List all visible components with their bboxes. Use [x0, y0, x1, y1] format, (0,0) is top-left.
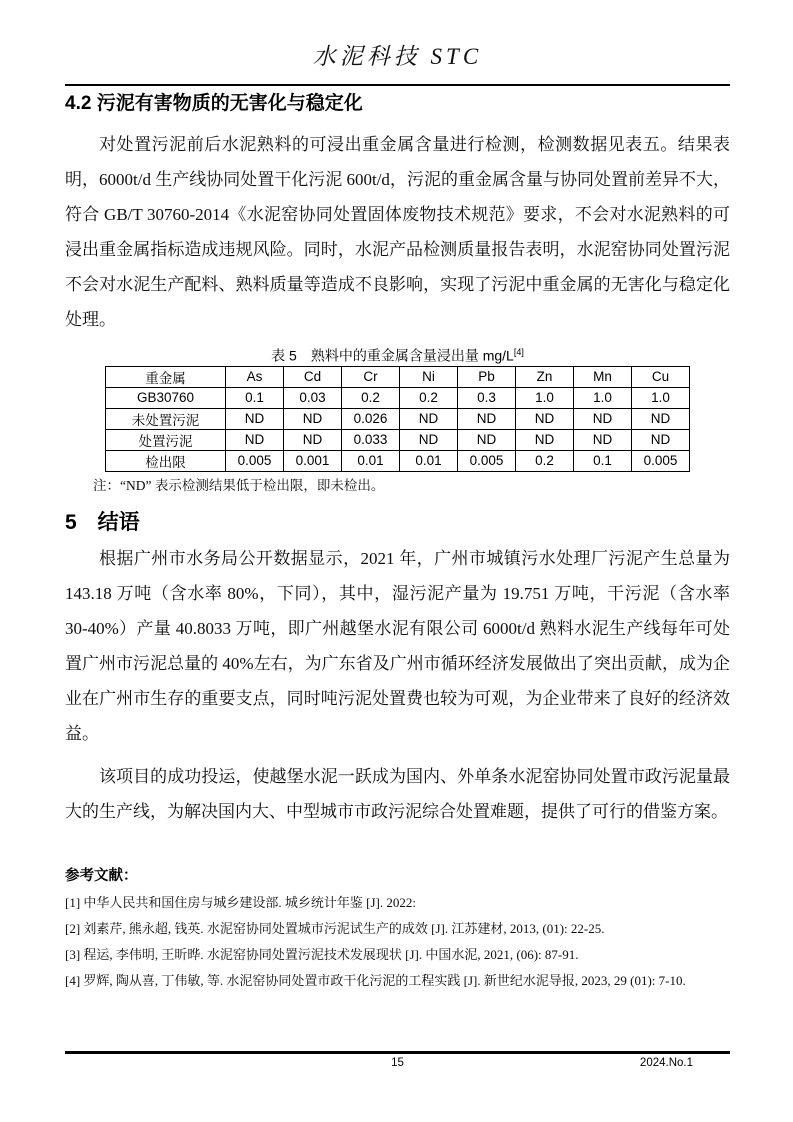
table-cell: 0.026 — [342, 408, 400, 429]
page-number: 15 — [391, 1057, 404, 1069]
references-heading: 参考文献： — [65, 867, 138, 884]
table-cell: 0.033 — [342, 429, 400, 450]
table5-caption — [65, 343, 730, 365]
table-cell: 0.01 — [400, 450, 458, 471]
footer-row — [65, 1054, 730, 1074]
table5 — [105, 366, 690, 472]
table-cell: 0.2 — [400, 387, 458, 408]
table-cell: ND — [226, 429, 284, 450]
reference-item: [4] 罗辉, 陶从喜, 丁伟敏, 等. 水泥窑协同处置市政干化污泥的工程实践 [J]. 新世纪水泥导报, 2023, 29 (01): 7-10. — [65, 972, 686, 988]
table-cell: 0.03 — [284, 387, 342, 408]
table-cell: ND — [516, 408, 574, 429]
table-cell: ND — [632, 429, 690, 450]
column-header: Mn — [574, 366, 632, 387]
table-cell: ND — [400, 408, 458, 429]
table-cell: 0.2 — [516, 450, 574, 471]
references-section — [65, 867, 730, 990]
table-cell: 0.1 — [226, 387, 284, 408]
column-header: Cd — [284, 366, 342, 387]
table-cell: ND — [516, 429, 574, 450]
column-header: Ni — [400, 366, 458, 387]
column-header: As — [226, 366, 284, 387]
table-row — [106, 450, 690, 471]
column-header: 重金属 — [106, 366, 226, 387]
section-4-2-heading: 4.2 污泥有害物质的无害化与稳定化 — [65, 93, 363, 114]
section-5-paragraph-1: 根据广州市水务局公开数据显示，2021 年，广州市城镇污水处理厂污泥产生总量为 143.18 万吨（含水率 80%，下同），其中，湿污泥产量为 19.751 万吨，干污泥（含水率 30-40%）产量 40.8033 万吨，即广州越堡水泥有限公司 6000t/d 熟料水泥生产线每年可处置广州市污泥总量的 40%左右，为广东省及广州市循环经济发展做出了突出贡献，成为企业在广州市生存的重要支点，同时吨污泥处置费也较为可观，为企业带来了良好的经济效益。 — [65, 548, 730, 743]
journal-title: 水泥科技 STC — [312, 44, 483, 69]
column-header: Cu — [632, 366, 690, 387]
row-label: 处置污泥 — [106, 429, 226, 450]
table-cell: ND — [574, 429, 632, 450]
reference-item: [3] 程运, 李伟明, 王昕晔. 水泥窑协同处置污泥技术发展现状 [J]. 中国水泥, 2021, (06): 87-91. — [65, 946, 579, 962]
table-cell: 0.001 — [284, 450, 342, 471]
table-cell: 0.1 — [574, 450, 632, 471]
table-cell: ND — [458, 408, 516, 429]
table-cell: 0.005 — [226, 450, 284, 471]
table5-note: 注：“ND” 表示检测结果低于检出限，即未检出。 — [93, 477, 385, 493]
table5-caption-citation: [4] — [513, 347, 524, 357]
table-cell: 0.01 — [342, 450, 400, 471]
table-cell: ND — [400, 429, 458, 450]
table-cell: 1.0 — [632, 387, 690, 408]
reference-item: [2] 刘素芹, 熊永超, 钱英. 水泥窑协同处置城市污泥试生产的成效 [J]. 江苏建材, 2013, (01): 22-25. — [65, 920, 605, 936]
table-header-row — [106, 366, 690, 387]
table5-caption-text: 表 5 熟料中的重金属含量浸出量 mg/L — [271, 347, 514, 364]
table-row — [106, 429, 690, 450]
section-4-2-paragraph: 对处置污泥前后水泥熟料的可浸出重金属含量进行检测，检测数据见表五。结果表明，6000t/d 生产线协同处置干化污泥 600t/d，污泥的重金属含量与协同处置前差异不大，符合 GB/T 30760-2014《水泥窑协同处置固体废物技术规范》要求，不会对水泥熟料的可浸出重金属指标造成违规风险。同时，水泥产品检测质量报告表明，水泥窑协同处置污泥不会对水泥生产配料、熟料质量等造成不良影响，实现了污泥中重金属的无害化与稳定化处理。 — [65, 135, 730, 329]
table-cell: ND — [284, 408, 342, 429]
section-5-paragraph-2: 该项目的成功投运，使越堡水泥一跃成为国内、外单条水泥窑协同处置市政污泥量最大的生产线，为解决国内大、中型城市市政污泥综合处置难题，提供了可行的借鉴方案。 — [65, 766, 730, 821]
table-cell: 1.0 — [574, 387, 632, 408]
table-row — [106, 387, 690, 408]
table-cell: ND — [284, 429, 342, 450]
table-cell: 1.0 — [516, 387, 574, 408]
table-row — [106, 408, 690, 429]
section-5-heading: 5 结语 — [65, 510, 140, 534]
table-cell: 0.005 — [458, 450, 516, 471]
row-label: GB30760 — [106, 387, 226, 408]
reference-item: [1] 中华人民共和国住房与城乡建设部. 城乡统计年鉴 [J]. 2022: — [65, 894, 416, 910]
column-header: Cr — [342, 366, 400, 387]
row-label: 检出限 — [106, 450, 226, 471]
table-cell: ND — [574, 408, 632, 429]
table-cell: ND — [226, 408, 284, 429]
row-label: 未处置污泥 — [106, 408, 226, 429]
table-cell: 0.3 — [458, 387, 516, 408]
table-cell: ND — [458, 429, 516, 450]
table-cell: 0.2 — [342, 387, 400, 408]
issue-label: 2024.No.1 — [639, 1057, 693, 1069]
header-divider — [65, 84, 730, 86]
column-header: Zn — [516, 366, 574, 387]
page-footer — [65, 1051, 730, 1074]
table-cell: 0.005 — [632, 450, 690, 471]
column-header: Pb — [458, 366, 516, 387]
table-cell: ND — [632, 408, 690, 429]
